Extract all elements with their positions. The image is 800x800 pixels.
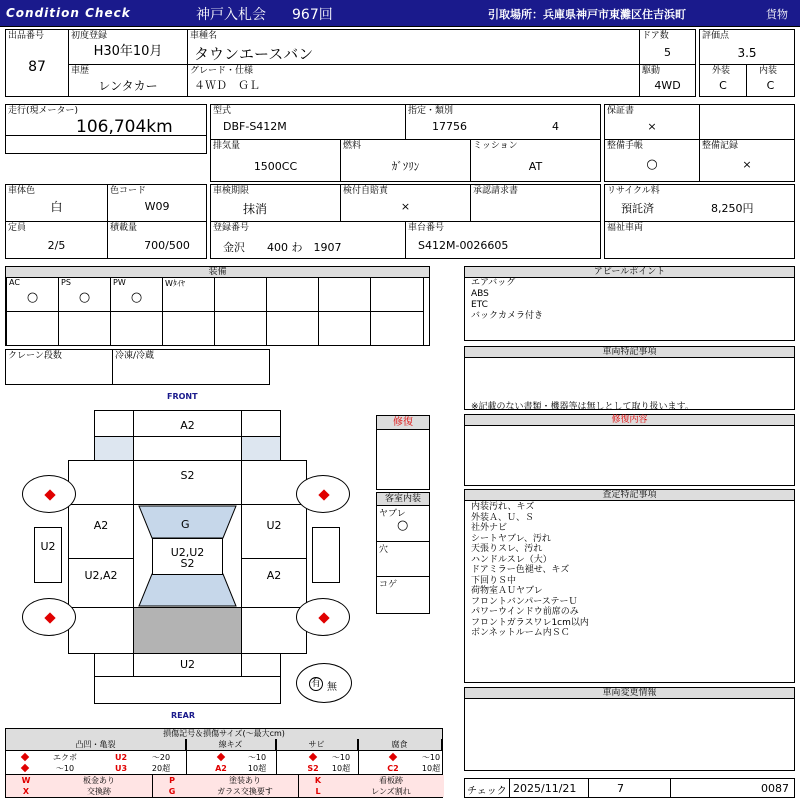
- equipment-label: PS: [61, 278, 71, 287]
- interior-value: ○: [397, 518, 409, 533]
- right-front-door: [241, 504, 307, 559]
- appeal-title: アピールポイント: [465, 267, 794, 278]
- model-cell: 型式 DBF-S412M: [210, 104, 406, 140]
- chassis-number: S412M-0026605: [418, 239, 509, 252]
- int-cell: 内装 C: [746, 64, 795, 97]
- inspection-notes-panel: [464, 489, 795, 683]
- ext-cell: 外装 C: [699, 64, 747, 97]
- roof-mark: U2,U2: [170, 546, 205, 559]
- inspection-note-line: ハンドルスレ（大）: [471, 554, 552, 565]
- legend-key-code: W: [6, 775, 46, 786]
- recycle-fee: 8,250円: [711, 202, 754, 215]
- first-registration: H30年10月: [93, 44, 163, 59]
- history: レンタカー: [98, 79, 158, 93]
- equipment-label: Wﾀｲﾔ: [165, 279, 185, 288]
- front-label: FRONT: [167, 392, 198, 401]
- equipment-slot: [370, 277, 424, 312]
- auction-name: 神戸入札会: [196, 7, 266, 23]
- legend-divider: [358, 739, 359, 774]
- mission-cell: ミッション AT: [470, 139, 601, 182]
- brand-title: Condition Check: [6, 6, 131, 20]
- liability-cell: 検付自賠責 ×: [340, 184, 471, 222]
- displacement: 1500CC: [253, 160, 298, 173]
- repair-title: 修復内容: [465, 415, 794, 426]
- inspection-notes-title: 査定特記事項: [465, 490, 794, 501]
- right-rear-door: [241, 558, 307, 608]
- refrig-cell: 冷凍/冷蔵: [112, 349, 270, 385]
- legend-code: ～10: [421, 753, 441, 762]
- legend-key-label: 塗装あり: [192, 775, 298, 786]
- appeal-panel: [464, 266, 795, 341]
- right-side-panel: [312, 527, 340, 583]
- mileage-cell: 走行(現メーター) 106,704km: [5, 104, 207, 154]
- header-bar: [0, 0, 800, 27]
- interior-label: 穴: [379, 545, 389, 555]
- lot-cell: 出品番号 87: [5, 29, 69, 97]
- equipment-slot: [214, 311, 267, 346]
- maintenance-record: ×: [742, 158, 752, 171]
- legend-divider: [186, 739, 187, 774]
- tire-marker: [44, 489, 55, 500]
- special-note: ※記載のない書類・機器等は無しとして取り扱います。: [471, 402, 694, 412]
- warranty-cell: 保証書 ×: [604, 104, 700, 140]
- legend-group-name: サビ: [276, 739, 358, 750]
- capacity: 2/5: [47, 239, 66, 252]
- front-panel: [133, 460, 242, 505]
- fuel-cell: 燃料 ｶﾞｿﾘﾝ: [340, 139, 471, 182]
- check-code: 0087: [761, 782, 789, 795]
- inspection-note-line: フロントガラスワレ1cm以内: [471, 617, 589, 628]
- legend-key-code: G: [152, 786, 192, 797]
- warranty: ×: [647, 120, 657, 133]
- load-cell: 積載量 700/500: [107, 221, 207, 259]
- right-front-mark: U2: [266, 519, 282, 532]
- appeal-line: ETC: [471, 300, 488, 310]
- windshield-mark: G: [181, 518, 190, 531]
- tire-marker: [318, 612, 329, 623]
- legend-divider: [152, 774, 153, 797]
- tire-marker: [44, 612, 55, 623]
- damage-marker-icon: [378, 752, 408, 763]
- drive-cell: 駆動 4WD: [639, 64, 696, 97]
- repair-panel: [464, 414, 795, 486]
- equipment-slot: [318, 277, 371, 312]
- appeal-line: ABS: [471, 289, 489, 299]
- recycle-cell: リサイクル料 預託済 8,250円: [604, 184, 795, 222]
- legend-code: 10超: [421, 764, 441, 773]
- legend-code: C2: [387, 764, 399, 773]
- legend-divider: [298, 774, 299, 797]
- vehicle-type: 貨物: [766, 8, 788, 21]
- spare-tire: [296, 663, 352, 703]
- equipment-slot: [370, 311, 424, 346]
- interior-label: ヤブレ: [379, 509, 406, 519]
- damage-marker-icon: [206, 752, 236, 763]
- doors: 5: [664, 46, 671, 59]
- grade-cell: グレード・仕様 ４ＷＤ ＧＬ: [187, 64, 640, 97]
- equipment-slot: [110, 277, 163, 312]
- equipment-slot: [266, 311, 319, 346]
- check-number: 7: [617, 782, 624, 795]
- check-date: 2025/11/21: [513, 782, 577, 795]
- repair-side-panel: [376, 415, 430, 490]
- grade: ４ＷＤ ＧＬ: [194, 79, 260, 92]
- damage-marker-icon: [10, 752, 40, 763]
- welfare-cell: 福祉車両: [604, 221, 795, 259]
- interior-grade: C: [766, 79, 775, 92]
- legend-code: U2: [114, 753, 128, 762]
- equipment-slot: [162, 277, 215, 312]
- legend-code: 10超: [331, 764, 351, 773]
- legend-code: ～10: [247, 753, 267, 762]
- damage-marker-icon: [298, 752, 328, 763]
- headlight-left: [94, 436, 134, 461]
- legend-code: 20超: [151, 764, 171, 773]
- hood-mark: A2: [180, 419, 195, 432]
- equipment-panel: [5, 266, 430, 346]
- roof-mark-2: S2: [180, 557, 195, 570]
- equipment-label: PW: [113, 278, 126, 287]
- tire-rear-right: [296, 598, 350, 636]
- load-capacity: 700/500: [144, 239, 190, 252]
- equipment-slot: [266, 277, 319, 312]
- score-cell: 評価点 3.5: [699, 29, 795, 65]
- legend-code: 10超: [247, 764, 267, 773]
- inspection-note-line: 荷物室ＡＵヤブレ: [471, 586, 543, 596]
- equipment-slot: [58, 277, 111, 312]
- inspection-cell: 車検期限 抹消: [210, 184, 341, 222]
- left-rear-door: [68, 558, 134, 608]
- changes-panel: [464, 687, 795, 771]
- equipment-slot: [6, 311, 59, 346]
- left-front-mark: A2: [93, 519, 109, 532]
- equipment-slot: [110, 311, 163, 346]
- record-cell: 整備記録 ×: [699, 139, 795, 182]
- equipment-slot: [318, 311, 371, 346]
- equipment-slot: [58, 311, 111, 346]
- inspection-note-line: 内装汚れ、キズ: [471, 502, 535, 512]
- headlight-right: [241, 436, 281, 461]
- cargo-floor: [133, 607, 242, 654]
- tire-front-left: [22, 475, 76, 513]
- legend-code: エクボ: [53, 753, 77, 762]
- equipment-value: ○: [78, 290, 91, 305]
- liability: ×: [400, 200, 411, 213]
- mission: AT: [528, 160, 543, 173]
- divider: [6, 135, 206, 136]
- score: 3.5: [737, 46, 757, 60]
- legend-code: ～10: [55, 764, 75, 773]
- equipment-value: ○: [130, 290, 143, 305]
- left-quarter: [68, 607, 134, 654]
- recycle-status: 預託済: [621, 202, 654, 215]
- capacity-cell: 定員 2/5: [5, 221, 108, 259]
- left-rear-mark: U2,A2: [84, 569, 118, 582]
- name-cell: 車種名 タウンエースバン: [187, 29, 640, 65]
- equipment-slot: [162, 311, 215, 346]
- no-spare: 無: [327, 682, 337, 693]
- inspection-note-line: 外装Ａ、Ｕ、Ｓ: [471, 512, 535, 523]
- equipment-value: ○: [26, 290, 39, 305]
- appeal-line: バックカメラ付き: [471, 311, 544, 321]
- legend-key-code: K: [298, 775, 338, 786]
- legend-group-name: 線キズ: [186, 739, 276, 750]
- inspection-note-line: ドアミラー色褪せ、キズ: [471, 565, 570, 575]
- legend-panel: [5, 728, 443, 798]
- left-rear-pillar: [94, 653, 134, 677]
- approval-cell: 承認請求書: [470, 184, 601, 222]
- warranty-blank: [699, 104, 795, 140]
- right-rear-mark: A2: [266, 569, 282, 582]
- inspection-note-line: フロントバンパーステーＵ: [471, 596, 578, 607]
- legend-code: U3: [114, 764, 128, 773]
- legend-key-code: L: [298, 786, 338, 797]
- legend-divider: [276, 739, 277, 774]
- vehicle-name: タウンエースバン: [194, 45, 314, 63]
- repair-side-label: 修復: [377, 416, 429, 430]
- has-spare: 有: [311, 678, 321, 689]
- inspection-note-line: パワーウインドウ前席のみ: [471, 607, 579, 617]
- legend-key-label: レンズ割れ: [338, 786, 444, 797]
- lot-number: 87: [28, 59, 46, 75]
- legend-key-code: P: [152, 775, 192, 786]
- rear-label: REAR: [171, 711, 195, 720]
- appeal-line: エアバッグ: [471, 278, 516, 288]
- special-title: 車両特記事項: [465, 347, 794, 358]
- check-label: チェック: [467, 786, 507, 797]
- spare-mark: U2: [40, 540, 56, 553]
- left-fender: [68, 460, 134, 505]
- designation: 17756: [432, 120, 467, 133]
- reg-cell: 初度登録 H30年10月: [68, 29, 188, 65]
- changes-title: 車両変更情報: [465, 688, 794, 699]
- model: DBF-S412M: [223, 120, 287, 133]
- legend-key-label: 板金あり: [46, 775, 152, 786]
- spare-panel: [34, 527, 62, 583]
- special-panel: [464, 346, 795, 410]
- interior-row: [377, 577, 429, 613]
- drive: 4WD: [654, 79, 681, 92]
- legend-code: S2: [307, 764, 319, 773]
- crane-cell: クレーン段数: [5, 349, 113, 385]
- inspection-note-line: ボンネットルーム内ＳＣ: [471, 628, 570, 638]
- front-panel-mark: S2: [180, 469, 195, 482]
- chassis-cell: 車台番号 S412M-0026605: [405, 221, 601, 259]
- history-cell: 車歴 レンタカー: [68, 64, 188, 97]
- rear-bumper: [94, 676, 281, 704]
- inspection-note-line: 下回りＳ中: [471, 575, 517, 586]
- legend-key-label: ガラス交換要す: [192, 786, 298, 797]
- tire-rear-left: [22, 598, 76, 636]
- equipment-slot: [6, 277, 59, 312]
- fuel: ｶﾞｿﾘﾝ: [391, 160, 420, 173]
- tire-front-right: [296, 475, 350, 513]
- tire-marker: [318, 489, 329, 500]
- inspection-note-line: 天張りスレ、汚れ: [471, 544, 543, 554]
- legend-group-name: 腐食: [358, 739, 442, 750]
- equipment-slot: [214, 277, 267, 312]
- registration-number: 金沢 400 わ 1907: [223, 241, 342, 254]
- inspection-expiry: 抹消: [243, 202, 268, 216]
- regno-cell: 登録番号 金沢 400 わ 1907: [210, 221, 406, 259]
- rear-glass: [139, 574, 236, 606]
- manual-cell: 整備手帳 ○: [604, 139, 700, 182]
- rear-gate: [133, 653, 242, 677]
- auction-session: 967回: [292, 7, 333, 23]
- legend-key-code: X: [6, 786, 46, 797]
- rear-gate-mark: U2: [179, 658, 196, 671]
- legend-code: A2: [215, 764, 227, 773]
- legend-group-name: 凸凹・亀裂: [6, 739, 186, 750]
- category: 4: [552, 120, 559, 133]
- left-front-door: [68, 504, 134, 559]
- legend-code: ～20: [151, 753, 171, 762]
- body-color-cell: 車体色 白: [5, 184, 108, 222]
- maintenance-manual: ○: [646, 157, 658, 172]
- inspection-note-line: 社外ナビ: [471, 523, 508, 533]
- exterior-grade: C: [719, 79, 727, 92]
- legend-title: 損傷記号＆損傷サイズ(～最大cm): [6, 729, 442, 740]
- interior-panel: [376, 492, 430, 614]
- equipment-label: AC: [9, 278, 20, 287]
- interior-row: [377, 506, 429, 542]
- footer-check: [464, 778, 795, 798]
- color-code: W09: [144, 200, 170, 213]
- legend-key-label: 交換跡: [46, 786, 152, 797]
- equipment-title: 装備: [6, 267, 429, 278]
- right-rear-pillar: [241, 653, 281, 677]
- color-code-cell: 色コード W09: [107, 184, 207, 222]
- interior-label: コゲ: [379, 580, 398, 590]
- legend-key-label: 看板跡: [338, 775, 444, 786]
- designation-cell: 指定・類別 17756 4: [405, 104, 601, 140]
- displacement-cell: 排気量 1500CC: [210, 139, 341, 182]
- damage-marker-icon: [10, 763, 40, 774]
- legend-divider: [6, 750, 442, 751]
- pickup-location: 引取場所：兵庫県神戸市東灘区住吉浜町: [488, 8, 686, 21]
- mileage: 106,704km: [76, 117, 173, 137]
- legend-code: ～10: [331, 753, 351, 762]
- inspection-note-line: シートヤブレ、汚れ: [471, 533, 551, 544]
- body-color: 白: [50, 200, 63, 214]
- roof-panel: [152, 538, 223, 575]
- interior-title: 客室内装: [377, 493, 429, 506]
- hood-panel: [133, 410, 242, 437]
- doors-cell: ドア数 5: [639, 29, 696, 65]
- interior-row: [377, 542, 429, 577]
